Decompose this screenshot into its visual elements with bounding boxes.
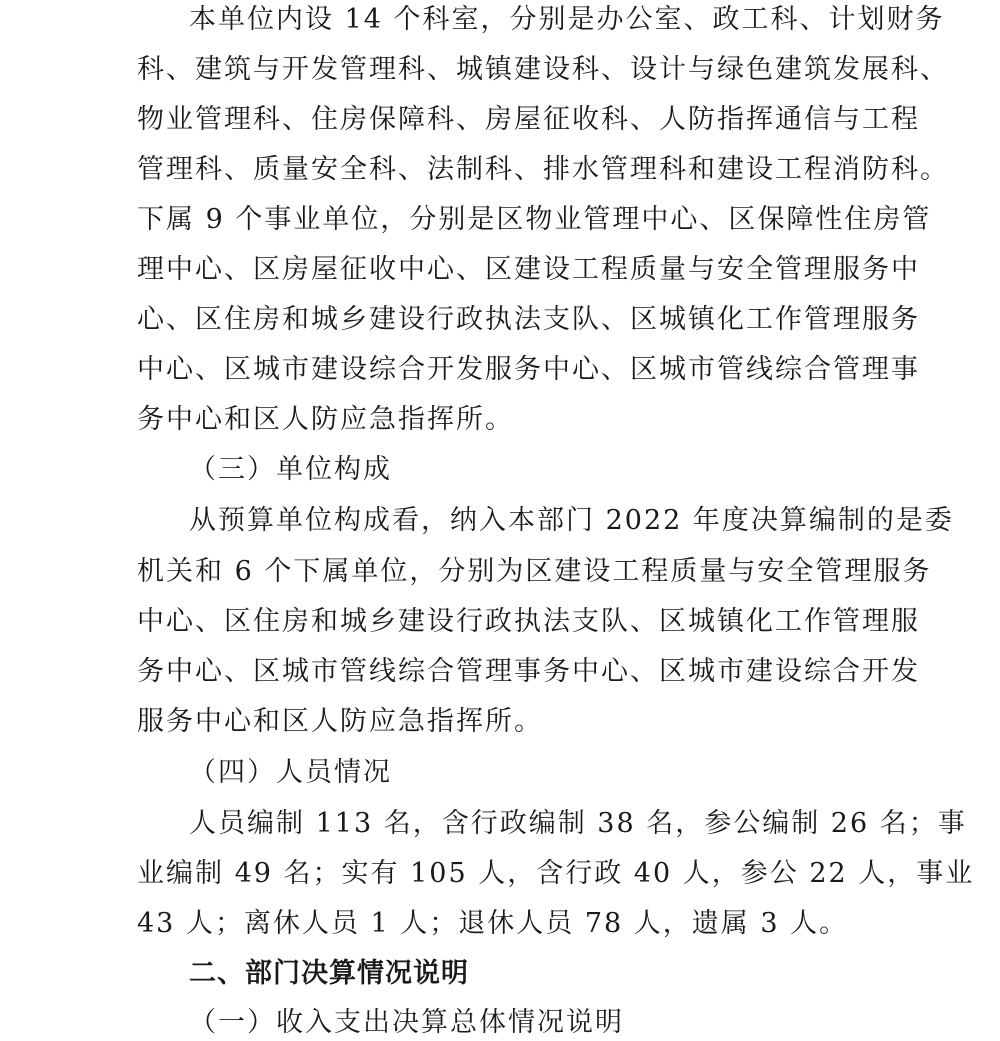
paragraph-line: 物业管理科、住房保障科、房屋征收科、人防指挥通信与工程 — [137, 104, 920, 135]
paragraph-line: 业编制 49 名；实有 105 人，含行政 40 人，参公 22 人，事业 — [137, 858, 975, 889]
paragraph-line: 科、建筑与开发管理科、城镇建设科、设计与绿色建筑发展科、 — [137, 54, 949, 85]
paragraph-line: 本单位内设 14 个科室，分别是办公室、政工科、计划财务 — [189, 4, 945, 35]
section-heading: （三）单位构成 — [189, 454, 392, 485]
paragraph-line: 43 人；离休人员 1 人；退休人员 78 人，遗属 3 人。 — [137, 908, 849, 939]
paragraph-line: 服务中心和区人防应急指挥所。 — [137, 706, 543, 737]
chapter-heading: 二、部门决算情况说明 — [189, 958, 469, 989]
paragraph-line: 中心、区住房和城乡建设行政执法支队、区城镇化工作管理服 — [137, 606, 920, 637]
paragraph-line: 机关和 6 个下属单位，分别为区建设工程质量与安全管理服务 — [137, 556, 932, 587]
paragraph-line: 下属 9 个事业单位，分别是区物业管理中心、区保障性住房管 — [137, 204, 932, 235]
paragraph-line: 理中心、区房屋征收中心、区建设工程质量与安全管理服务中 — [137, 254, 920, 285]
paragraph-line: 从预算单位构成看，纳入本部门 2022 年度决算编制的是委 — [189, 505, 954, 536]
paragraph-line: 中心、区城市建设综合开发服务中心、区城市管线综合管理事 — [137, 354, 920, 385]
paragraph-line: 务中心和区人防应急指挥所。 — [137, 404, 514, 435]
section-heading: （一）收入支出决算总体情况说明 — [189, 1007, 624, 1038]
paragraph-line: 务中心、区城市管线综合管理事务中心、区城市建设综合开发 — [137, 656, 920, 687]
section-heading: （四）人员情况 — [189, 757, 392, 788]
paragraph-line: 人员编制 113 名，含行政编制 38 名，参公编制 26 名；事 — [189, 808, 967, 839]
paragraph-line: 管理科、质量安全科、法制科、排水管理科和建设工程消防科。 — [137, 154, 949, 185]
paragraph-line: 心、区住房和城乡建设行政执法支队、区城镇化工作管理服务 — [137, 304, 920, 335]
